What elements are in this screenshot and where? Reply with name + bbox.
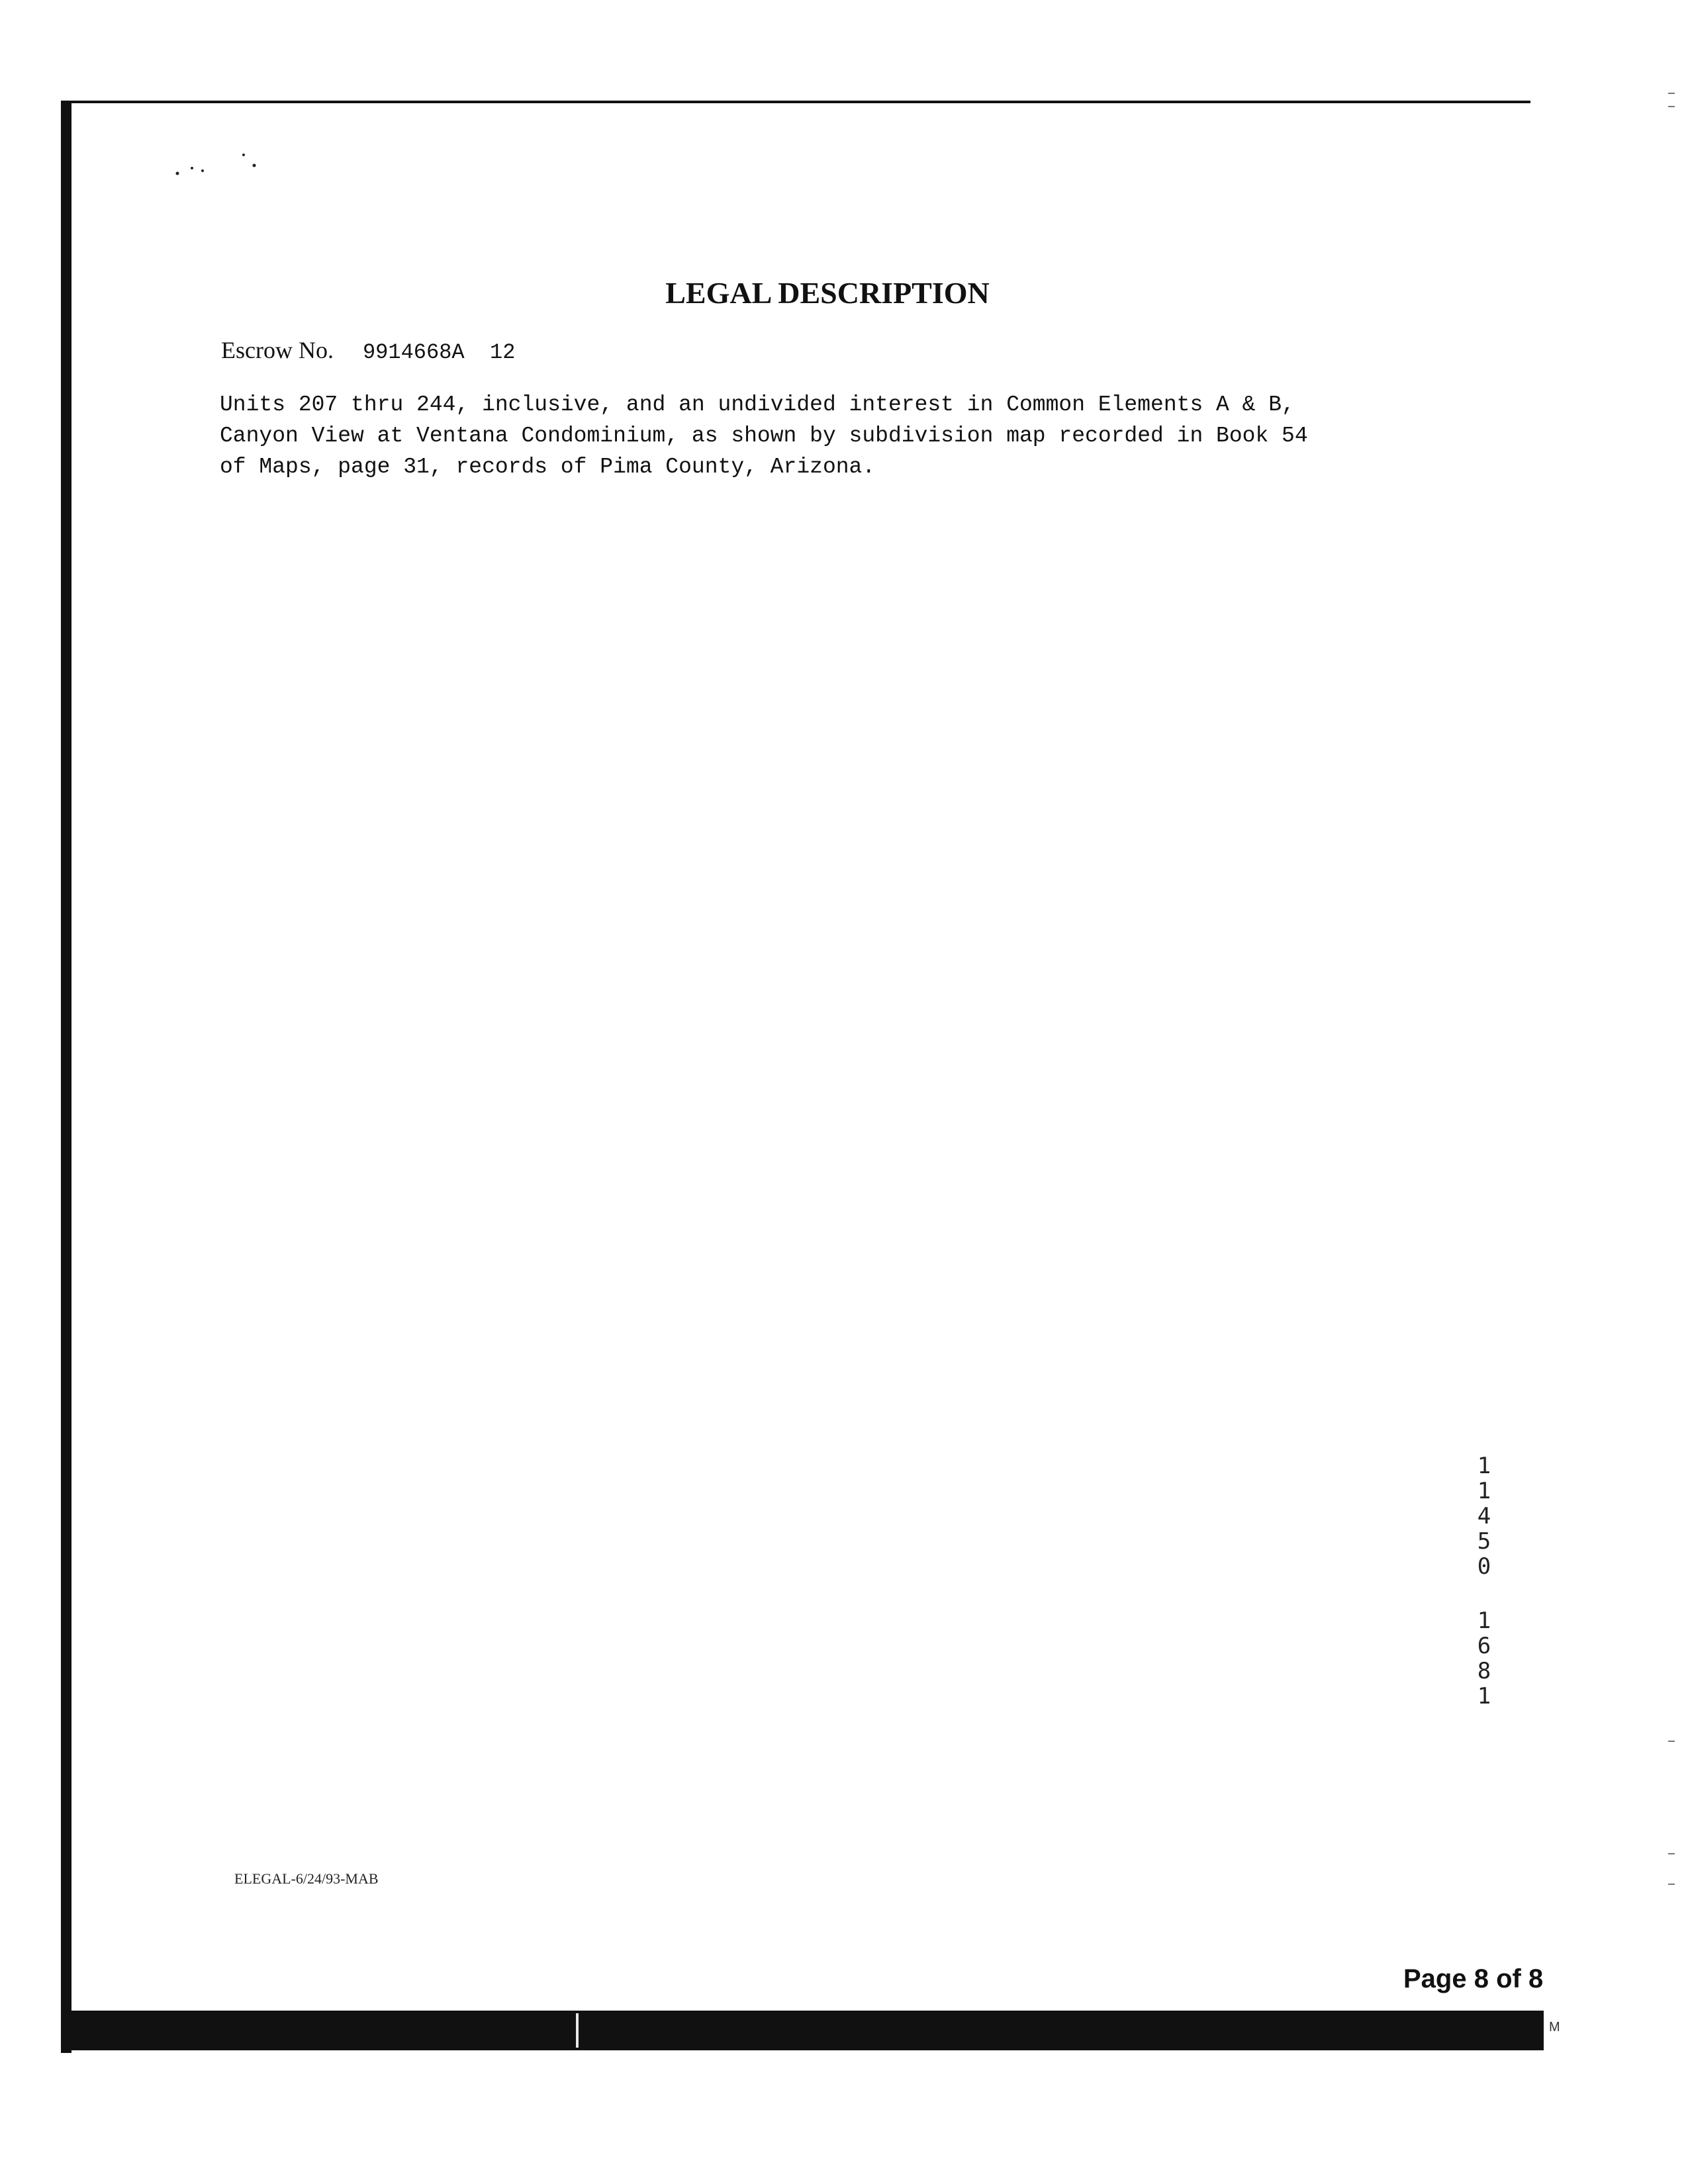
legal-description-body bbox=[220, 389, 1477, 482]
page-indicator: Page 8 of 8 bbox=[1403, 1964, 1544, 1993]
escrow-label: Escrow No. bbox=[221, 337, 334, 363]
stamp-digit: 4 bbox=[1477, 1503, 1491, 1529]
page-border-bottom bbox=[71, 2011, 1544, 2050]
stamp-digit: 5 bbox=[1477, 1528, 1491, 1555]
margin-mark bbox=[1668, 93, 1675, 94]
margin-mark bbox=[1668, 1884, 1675, 1885]
scan-specks bbox=[172, 151, 271, 177]
recording-stamp bbox=[1471, 1453, 1497, 1709]
stamp-digit: 1 bbox=[1477, 1608, 1491, 1634]
page-border-left bbox=[61, 101, 71, 2053]
legal-description-line: of Maps, page 31, records of Pima County, Arizona. bbox=[220, 455, 876, 479]
stamp-gap bbox=[1471, 1579, 1497, 1608]
stamp-digit: 1 bbox=[1477, 1478, 1491, 1504]
margin-mark bbox=[1668, 106, 1675, 107]
page-border-bottom-gap bbox=[576, 2013, 579, 2048]
stamp-digit: 6 bbox=[1477, 1633, 1491, 1659]
legal-description-line: Units 207 thru 244, inclusive, and an undivided interest in Common Elements A & B, bbox=[220, 392, 1295, 417]
footer-trailing-letter: M bbox=[1549, 2020, 1560, 2034]
stamp-digit: 1 bbox=[1477, 1683, 1491, 1709]
form-code: ELEGAL-6/24/93-MAB bbox=[234, 1870, 379, 1887]
page-border-top bbox=[61, 101, 1530, 103]
legal-description-line: Canyon View at Ventana Condominium, as shown by subdivision map recorded in Book 54 bbox=[220, 424, 1308, 448]
margin-mark bbox=[1668, 1853, 1675, 1854]
stamp-digit: 1 bbox=[1477, 1453, 1491, 1479]
stamp-digit: 8 bbox=[1477, 1658, 1491, 1684]
escrow-line bbox=[221, 336, 515, 365]
escrow-number: 9914668A 12 bbox=[362, 340, 516, 365]
stamp-digit: 0 bbox=[1477, 1553, 1491, 1580]
margin-mark bbox=[1668, 1741, 1675, 1742]
document-title: LEGAL DESCRIPTION bbox=[665, 276, 990, 310]
